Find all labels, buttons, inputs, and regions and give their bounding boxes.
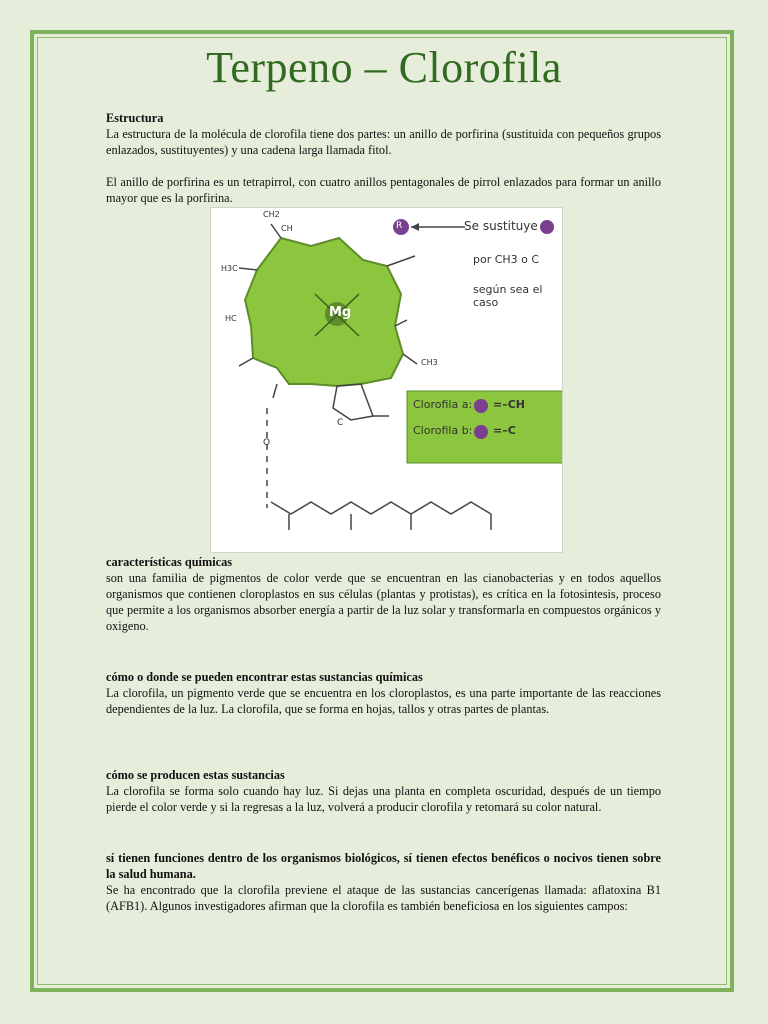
paragraph: son una familia de pigmentos de color verde que se encuentran en las cianobacterias y en todos aquellos organismos que contienen cloroplastos en sus células (plantas y protistas), es crítica en la fotosintesis, proceso que permite a los organismos absorber energía a partir de la luz solar y transformarla en compuestos orgánicos y oxigeno. bbox=[106, 571, 661, 633]
hc-label: HC bbox=[225, 314, 237, 323]
paragraph: El anillo de porfirina es un tetrapirrol, con cuatro anillos pentagonales de pirrol enlazados para formar un anillo mayor que es la porfirina. bbox=[106, 175, 661, 205]
c-label: C bbox=[337, 418, 344, 428]
paragraph: La clorofila se forma solo cuando hay luz. Si dejas una planta en completa oscuridad, después de un tiempo pierde el color verde y si la regresas a la luz, volverá a producir clorofila y retomará su color natural. bbox=[106, 784, 661, 814]
paragraph: La clorofila, un pigmento verde que se encuentra en los cloroplastos, es una parte importante de las reacciones dependientes de la luz. La clorofila, que se forma en hojas, tallos y otras partes de plantas. bbox=[106, 686, 661, 716]
section-donde bbox=[106, 669, 661, 717]
section-heading: cómo se producen estas sustancias bbox=[106, 768, 285, 782]
mg-label: Mg bbox=[329, 305, 352, 320]
substitution-line3: según sea el caso bbox=[473, 283, 543, 309]
section-estructura bbox=[106, 110, 661, 206]
section-heading: Estructura bbox=[106, 111, 164, 125]
r-label: R bbox=[396, 221, 403, 231]
paragraph: La estructura de la molécula de clorofila tiene dos partes: un anillo de porfirina (sustituida con pequeños grupos enlazados, sustituyentes) y una cadena larga llamada fitol. bbox=[106, 127, 661, 157]
ch2-label: CH2 bbox=[263, 210, 280, 219]
section-produccion bbox=[106, 767, 661, 815]
chlorophyll-b-group: =–C bbox=[493, 424, 516, 437]
substitution-title: Se sustituye bbox=[464, 219, 538, 233]
chlorophyll-structure-figure bbox=[210, 207, 563, 553]
h3c-label: H3C bbox=[221, 264, 238, 273]
ch-label: CH bbox=[281, 224, 293, 233]
page-title: Terpeno – Clorofila bbox=[206, 43, 562, 92]
chlorophyll-b-label: Clorofila b: bbox=[413, 424, 473, 437]
section-heading: cómo o donde se pueden encontrar estas sustancias químicas bbox=[106, 670, 423, 684]
paragraph: Se ha encontrado que la clorofila previene el ataque de las sustancias cancerígenas llamada: aflatoxina B1 (AFB1). Algunos investigadores afirman que la clorofila es también beneficiosa en los siguientes campos: bbox=[106, 883, 661, 913]
section-heading: características químicas bbox=[106, 555, 233, 569]
section-funciones bbox=[106, 850, 661, 914]
ch3-label: CH3 bbox=[421, 358, 438, 367]
porphyrin-ring bbox=[245, 238, 403, 386]
chlorophyll-a-label: Clorofila a: bbox=[413, 398, 473, 411]
chlorophyll-a-group: =–CH bbox=[493, 398, 525, 411]
substitution-line2: por CH3 o C bbox=[473, 253, 540, 266]
o-label: O bbox=[263, 438, 271, 448]
section-heading: sí tienen funciones dentro de los organismos biológicos, sí tienen efectos benéficos o nocivos tienen sobre la salud humana. bbox=[106, 851, 661, 881]
section-caracteristicas bbox=[106, 554, 661, 634]
